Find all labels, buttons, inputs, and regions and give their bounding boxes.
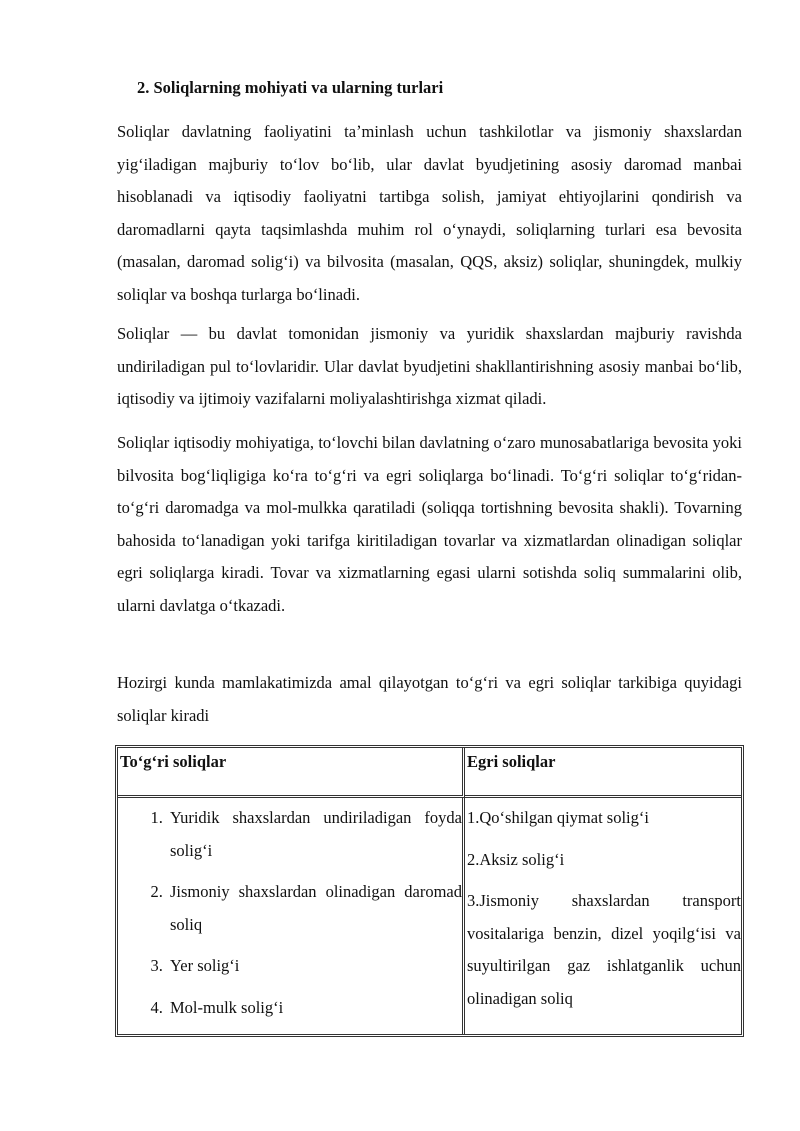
list-item: 3.Jismoniy shaxslardan transport vositalariga benzin, dizel yoqilg‘isi va suyultirilgan gaz ishlatganlik uchun olinadigan soliq [467, 891, 741, 1008]
indirect-taxes-header: Egri soliqlar [465, 748, 741, 798]
list-item: 2. Jismoniy shaxslardan olinadigan daromad soliq [167, 876, 462, 941]
table-body-row [118, 798, 741, 1034]
paragraph-taxes-meaning: Soliqlar — bu davlat tomonidan jismoniy va yuridik shaxslardan majburiy ravishda undiriladigan pul to‘lovlaridir. Ular davlat byudjetini shakllantirishning asosiy manbai bo‘lib, iqtisodiy va ijtimoiy vazifalarni moliyalashtirishga xizmat qiladi. [117, 324, 742, 409]
table-header-row [118, 748, 741, 798]
paragraph-direct-indirect: Soliqlar iqtisodiy mohiyatiga, to‘lovchi bilan davlatning o‘zaro munosabatlariga bevosita yoki bilvosita bog‘liqligiga ko‘ra to‘g‘ri va egri soliqlarga bo‘linadi. To‘g‘ri soliqlar to‘g‘ridan-to‘g‘ri daromadga va mol-mulkka qaratiladi (soliqqa tortishning bevosita shakli). Tovarning bahosida to‘lanadigan yoki tarifga kiritiladigan tovarlar va xizmatlardan olinadigan soliqlar egri soliqlarga kiradi. Tovar va xizmatlarning egasi ularni sotishda soliq summalarini olib, ularni davlatga o‘tkazadi. [117, 433, 742, 615]
list-item: 4. Mol-mulk solig‘i [167, 992, 462, 1025]
direct-taxes-cell [118, 798, 465, 1034]
paragraph-table-intro: Hozirgi kunda mamlakatimizda amal qilayotgan to‘g‘ri va egri soliqlar tarkibiga quyidagi soliqlar kiradi [117, 673, 742, 725]
indirect-taxes-cell [465, 798, 741, 1034]
list-item: 3. Yer solig‘i [167, 950, 462, 983]
list-item: 1.Qo‘shilgan qiymat solig‘i [467, 808, 649, 827]
tax-types-table [115, 745, 744, 1037]
list-item: 1. Yuridik shaxslardan undiriladigan foyda solig‘i [167, 802, 462, 867]
direct-taxes-header: To‘g‘ri soliqlar [118, 748, 465, 798]
list-item: 2.Aksiz solig‘i [467, 849, 565, 869]
paragraph-definition: Soliqlar davlatning faoliyatini taʼminlash uchun tashkilotlar va jismoniy shaxslardan yig‘iladigan majburiy to‘lov bo‘lib, ular davlat byudjetining asosiy daromad manbai hisoblanadi va iqtisodiy faoliyatni tartibga solish, jamiyat ehtiyojlarini qondirish va daromadlarni qayta taqsimlashda muhim rol o‘ynaydi, soliqlarning turlari esa bevosita (masalan, daromad solig‘i) va bilvosita (masalan, QQS, aksiz) soliqlar, shuningdek, mulkiy soliqlar va boshqa turlarga bo‘linadi. [117, 122, 742, 304]
section-heading: 2. Soliqlarning mohiyati va ularning turlari [137, 78, 444, 97]
direct-taxes-list [118, 802, 462, 1025]
